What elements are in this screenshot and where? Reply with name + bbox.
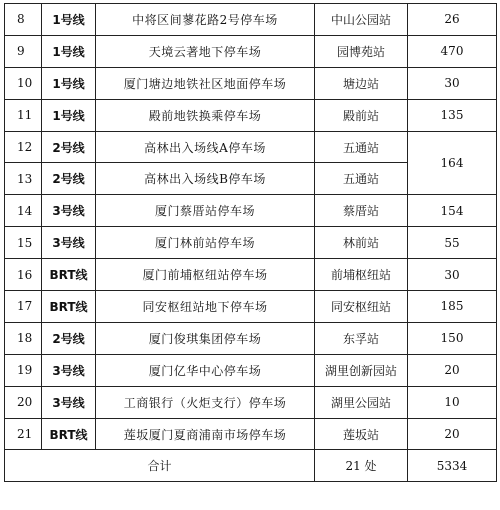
parking-table-body xyxy=(5,4,497,482)
total-stations: 21 处 xyxy=(315,450,408,482)
parking-name: 厦门俊琪集团停车场 xyxy=(96,322,315,354)
space-count: 135 xyxy=(408,99,497,131)
metro-line: 1号线 xyxy=(42,35,96,67)
parking-name: 厦门蔡厝站停车场 xyxy=(96,195,315,227)
row-number: 12 xyxy=(5,131,42,163)
row-number: 20 xyxy=(5,386,42,418)
parking-name: 中将区间蓼花路2号停车场 xyxy=(96,4,315,36)
parking-name: 工商银行（火炬支行）停车场 xyxy=(96,386,315,418)
table-row xyxy=(5,227,497,259)
parking-name: 天境云著地下停车场 xyxy=(96,35,315,67)
station-name: 同安枢纽站 xyxy=(315,291,408,323)
station-name: 莲坂站 xyxy=(315,418,408,450)
parking-name: 厦门林前站停车场 xyxy=(96,227,315,259)
station-name: 林前站 xyxy=(315,227,408,259)
metro-line: 2号线 xyxy=(42,322,96,354)
metro-line: 1号线 xyxy=(42,67,96,99)
table-row xyxy=(5,322,497,354)
station-name: 五通站 xyxy=(315,163,408,195)
space-count: 20 xyxy=(408,418,497,450)
table-row xyxy=(5,35,497,67)
total-label: 合计 xyxy=(5,450,315,482)
row-number: 10 xyxy=(5,67,42,99)
table-row xyxy=(5,67,497,99)
row-number: 16 xyxy=(5,259,42,291)
metro-line: 3号线 xyxy=(42,195,96,227)
station-name: 塘边站 xyxy=(315,67,408,99)
row-number: 21 xyxy=(5,418,42,450)
station-name: 五通站 xyxy=(315,131,408,163)
space-count: 10 xyxy=(408,386,497,418)
table-row xyxy=(5,195,497,227)
row-number: 9 xyxy=(5,35,42,67)
metro-line: 3号线 xyxy=(42,386,96,418)
station-name: 中山公园站 xyxy=(315,4,408,36)
row-number: 8 xyxy=(5,4,42,36)
station-name: 湖里创新园站 xyxy=(315,354,408,386)
total-count: 5334 xyxy=(408,450,497,482)
metro-line: BRT线 xyxy=(42,291,96,323)
station-name: 殿前站 xyxy=(315,99,408,131)
row-number: 15 xyxy=(5,227,42,259)
parking-name: 殿前地铁换乘停车场 xyxy=(96,99,315,131)
parking-table xyxy=(4,3,497,482)
space-count: 30 xyxy=(408,259,497,291)
metro-line: BRT线 xyxy=(42,418,96,450)
metro-line: 2号线 xyxy=(42,163,96,195)
station-name: 湖里公园站 xyxy=(315,386,408,418)
space-count: 154 xyxy=(408,195,497,227)
parking-name: 同安枢纽站地下停车场 xyxy=(96,291,315,323)
metro-line: 1号线 xyxy=(42,99,96,131)
metro-line: 3号线 xyxy=(42,354,96,386)
parking-name: 厦门塘边地铁社区地面停车场 xyxy=(96,67,315,99)
space-count: 30 xyxy=(408,67,497,99)
parking-name: 莲坂厦门夏商浦南市场停车场 xyxy=(96,418,315,450)
metro-line: BRT线 xyxy=(42,259,96,291)
table-row xyxy=(5,259,497,291)
space-count: 20 xyxy=(408,354,497,386)
parking-name: 厦门前埔枢纽站停车场 xyxy=(96,259,315,291)
space-count: 150 xyxy=(408,322,497,354)
row-number: 13 xyxy=(5,163,42,195)
parking-name: 高林出入场线B停车场 xyxy=(96,163,315,195)
table-row xyxy=(5,354,497,386)
space-count: 164 xyxy=(408,131,497,195)
table-row xyxy=(5,131,497,163)
space-count: 470 xyxy=(408,35,497,67)
table-row xyxy=(5,418,497,450)
table-row xyxy=(5,386,497,418)
row-number: 14 xyxy=(5,195,42,227)
parking-name: 厦门亿华中心停车场 xyxy=(96,354,315,386)
station-name: 蔡厝站 xyxy=(315,195,408,227)
row-number: 19 xyxy=(5,354,42,386)
row-number: 11 xyxy=(5,99,42,131)
metro-line: 2号线 xyxy=(42,131,96,163)
row-number: 17 xyxy=(5,291,42,323)
table-row xyxy=(5,99,497,131)
space-count: 26 xyxy=(408,4,497,36)
station-name: 前埔枢纽站 xyxy=(315,259,408,291)
station-name: 园博苑站 xyxy=(315,35,408,67)
metro-line: 1号线 xyxy=(42,4,96,36)
table-row xyxy=(5,4,497,36)
space-count: 55 xyxy=(408,227,497,259)
metro-line: 3号线 xyxy=(42,227,96,259)
parking-name: 高林出入场线A停车场 xyxy=(96,131,315,163)
station-name: 东孚站 xyxy=(315,322,408,354)
table-row xyxy=(5,291,497,323)
row-number: 18 xyxy=(5,322,42,354)
space-count: 185 xyxy=(408,291,497,323)
total-row xyxy=(5,450,497,482)
